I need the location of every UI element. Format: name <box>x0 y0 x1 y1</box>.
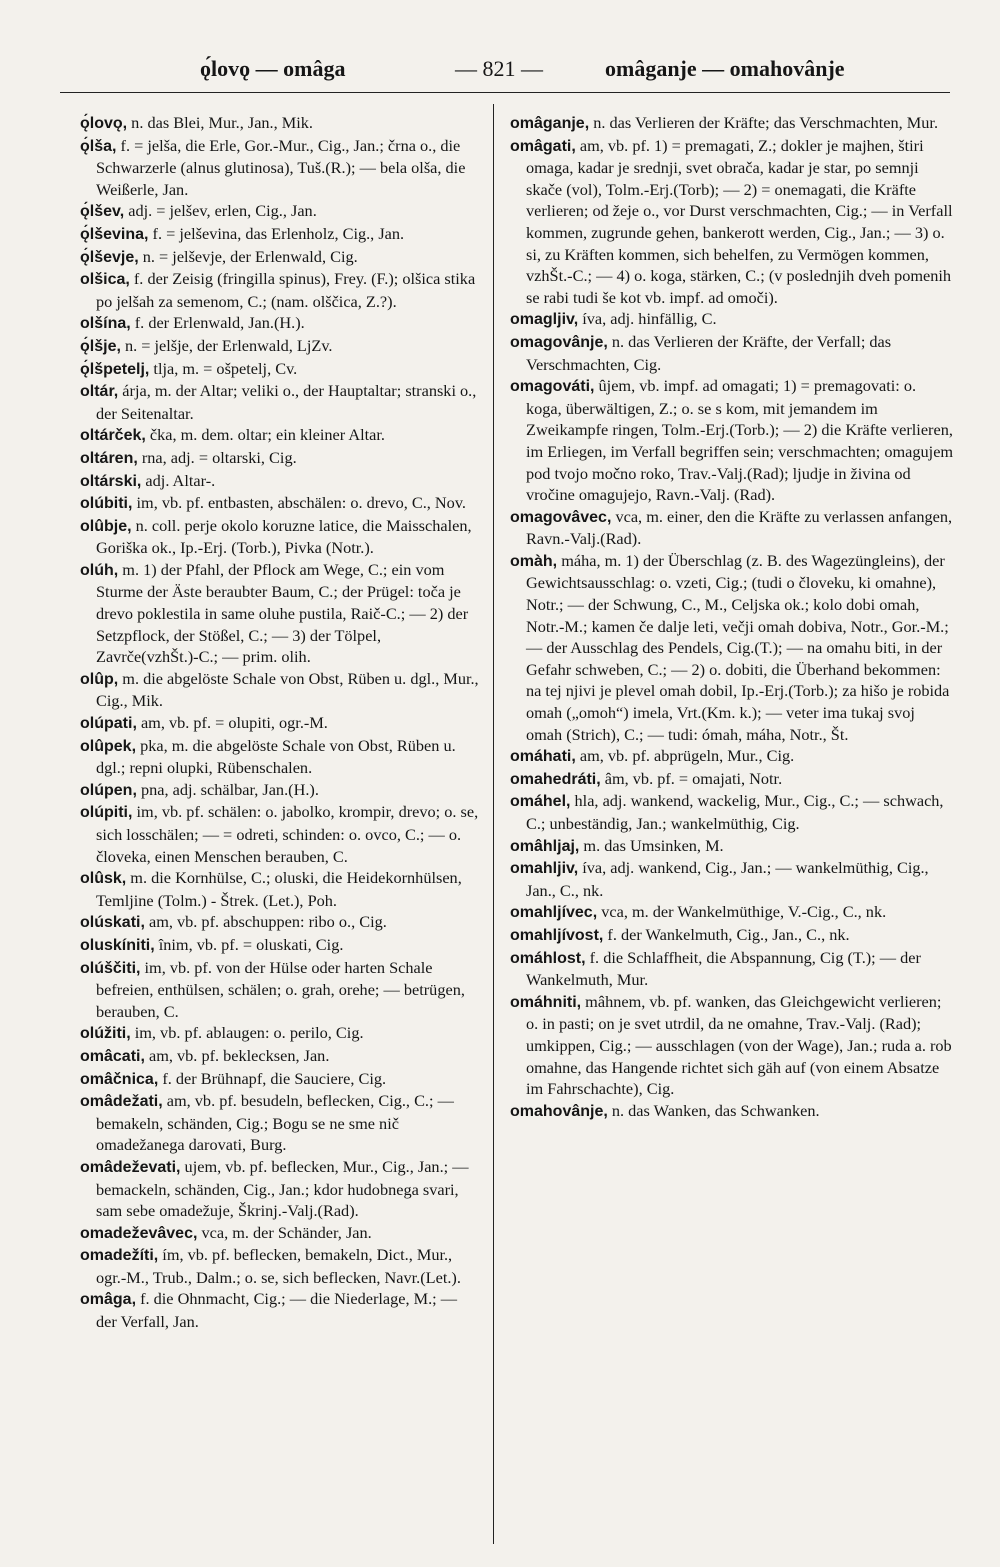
entry-definition: n. = jelševje, der Erlenwald, Cig. <box>138 246 358 266</box>
entry-headword: omahljívec, <box>510 904 598 922</box>
entry-definition: ím, vb. pf. beflecken, bemakeln, Dict., Mur., ogr.-M., Trub., Dalm.; o. se, sich beflecken, Navr.(Let.). <box>96 1245 461 1287</box>
entry-definition: înim, vb. pf. = oluskati, Cig. <box>154 934 344 954</box>
entry-headword: omâhljaj, <box>510 837 580 855</box>
entry-headword: olúpen, <box>80 781 137 799</box>
entry-definition: im, vb. pf. schälen: o. jabolko, krompir, drevo; o. se, sich losschälen; — = odreti, schinden: o. ovco, C.; — o. človeka, einen Menschen berauben, C. <box>96 802 479 866</box>
entry-headword: olšica, <box>80 271 130 289</box>
entry-headword: omáhati, <box>510 748 576 766</box>
entry-definition: hla, adj. wankend, wackelig, Mur., Cig., C.; — schwach, C.; unbeständig, Jan.; wankelmüthig, Cig. <box>526 791 944 833</box>
page-header <box>60 52 950 92</box>
dictionary-entry <box>510 550 955 745</box>
entry-definition: am, vb. pf. besudeln, beflecken, Cig., C.; — bemakeln, schänden, Cig.; Bogu se ne sme nič omadežanega darovati, Burg. <box>96 1091 454 1155</box>
column-divider <box>493 104 494 1544</box>
entry-definition: am, vb. pf. = olupiti, ogr.-M. <box>136 713 328 733</box>
dictionary-entry <box>80 559 480 668</box>
dictionary-entry <box>80 735 480 779</box>
dictionary-entry <box>80 712 480 735</box>
dictionary-entry <box>510 112 955 135</box>
entry-headword: omahovânje, <box>510 1102 608 1120</box>
entry-headword: ǫ́lovǫ, <box>80 115 128 132</box>
entry-headword: omagovâvec, <box>510 508 612 526</box>
entry-headword: omahedráti, <box>510 770 601 788</box>
entry-headword: olûp, <box>80 670 119 688</box>
dictionary-entry <box>80 911 480 934</box>
entry-definition: n. coll. perje okolo koruzne latice, die Maisschalen, Goriška ok., Ip.-Erj. (Torb.), Pivka (Notr.). <box>96 515 472 558</box>
dictionary-entry <box>80 957 480 1023</box>
right-column <box>510 112 955 1557</box>
entry-headword: olûpek, <box>80 737 137 755</box>
dictionary-entry <box>510 1100 955 1123</box>
dictionary-entry <box>510 857 955 901</box>
dictionary-entry <box>80 515 480 559</box>
entry-headword: oltárski, <box>80 472 142 490</box>
dictionary-entry <box>80 447 480 470</box>
entry-definition: m. die abgelöste Schale von Obst, Rüben u. dgl., Mur., Cig., Mik. <box>96 668 479 711</box>
entry-definition: n. = jelšje, der Erlenwald, LjZv. <box>120 335 333 355</box>
page-number: — 821 — <box>455 56 543 81</box>
entry-headword: omagovânje, <box>510 333 608 351</box>
entry-definition: f. der Zeisig (fringilla spinus), Frey. (F.); olšica stika po jelšah za semenom, C.; (nam. olščica, Z.?). <box>96 269 476 311</box>
entry-definition: âm, vb. pf. = omajati, Notr. <box>600 768 783 788</box>
entry-definition: im, vb. pf. von der Hülse oder harten Schale befreien, enthülsen, schälen; o. grah, orehe; — betrügen, berauben, C. <box>96 957 465 1021</box>
entry-headword: omagljiv, <box>510 311 579 329</box>
dictionary-entry <box>80 1045 480 1068</box>
entry-headword: omáhlost, <box>510 949 586 967</box>
dictionary-entry <box>80 424 480 447</box>
dictionary-entry <box>80 1156 480 1222</box>
entry-headword: omadežíti, <box>80 1247 159 1265</box>
entry-definition: ûjem, vb. impf. ad omagati; 1) = premagovati: o. koga, überwältigen, Z.; o. se s kom, mit jemandem im Zweikampfe ringen, Tolm.-Erj.(Torb.); — 2) die Kräfte verlieren, im Erliegen, im Verfall begriffen sein; verschmachten; omagujem pod tvojo močno roko, Trav.-Valj.(Rad); ljudje in živina od vročine omagujejo, Ravn.-Valj. (Rad). <box>526 376 954 505</box>
entry-headword: olúpati, <box>80 715 137 733</box>
dictionary-entry <box>510 745 955 768</box>
entry-headword: omâgati, <box>510 137 576 155</box>
entry-headword: omâcati, <box>80 1047 145 1065</box>
entry-headword: olúpiti, <box>80 804 133 822</box>
dictionary-entry <box>80 112 480 135</box>
dictionary-entry <box>80 1090 480 1156</box>
dictionary-entry <box>80 1244 480 1288</box>
entry-headword: ǫ́lšpetelj, <box>80 360 150 378</box>
entry-definition: čka, m. dem. oltar; ein kleiner Altar. <box>145 425 385 445</box>
dictionary-entry <box>80 246 480 269</box>
entry-headword: ǫ́lševina, <box>80 225 149 243</box>
dictionary-entry <box>80 380 480 424</box>
entry-definition: f. der Erlenwald, Jan.(H.). <box>130 313 305 333</box>
entry-headword: olúžiti, <box>80 1025 131 1043</box>
dictionary-entry <box>510 924 955 947</box>
entry-definition: f. = jelševina, das Erlenholz, Cig., Jan. <box>148 223 405 243</box>
entry-headword: omâdeževati, <box>80 1158 181 1176</box>
entry-definition: m. das Umsinken, M. <box>579 835 724 855</box>
entry-headword: omahljívost, <box>510 926 604 944</box>
dictionary-entry <box>80 934 480 957</box>
dictionary-entry <box>80 358 480 381</box>
dictionary-entry <box>510 901 955 924</box>
dictionary-entry <box>80 1288 480 1332</box>
entry-headword: oltár, <box>80 383 119 401</box>
dictionary-entry <box>510 135 955 309</box>
entry-definition: am, vb. pf. beklecksen, Jan. <box>144 1045 330 1065</box>
entry-headword: omahljiv, <box>510 860 579 878</box>
entry-headword: ǫ́lšev, <box>80 203 125 221</box>
entry-definition: f. die Ohnmacht, Cig.; — die Niederlage, M.; — der Verfall, Jan. <box>96 1289 458 1332</box>
entry-definition: mâhnem, vb. pf. wanken, das Gleichgewicht verlieren; o. in pasti; on je svet utrdil, da ne omahne, Trav.-Valj. (Rad); umkippen, Cig.; — ausschlagen (von der Wage), Jan.; ruda a. rob omahne, das Hangende richtet sich gäh auf (von einem Absatze im Fahrschachte), Cig. <box>526 991 952 1099</box>
dictionary-entry <box>80 200 480 223</box>
entry-headword: olúbiti, <box>80 495 133 513</box>
entry-headword: olúskati, <box>80 914 145 932</box>
entry-definition: rna, adj. = oltarski, Cig. <box>137 447 297 467</box>
dictionary-entry <box>80 223 480 246</box>
dictionary-entry <box>80 135 480 201</box>
entry-headword: oltáren, <box>80 449 138 467</box>
entry-definition: pna, adj. schälbar, Jan.(H.). <box>136 779 319 799</box>
dictionary-entry <box>510 506 955 550</box>
dictionary-entry <box>80 268 480 312</box>
entry-headword: olúh, <box>80 561 119 579</box>
entry-headword: omàh, <box>510 552 558 570</box>
entry-headword: omâdežati, <box>80 1093 163 1111</box>
entry-headword: omâčnica, <box>80 1070 159 1088</box>
entry-definition: vca, m. einer, den die Kräfte zu verlassen anfangen, Ravn.-Valj.(Rad). <box>526 506 953 549</box>
dictionary-entry <box>80 492 480 515</box>
entry-definition: f. die Schlaffheit, die Abspannung, Cig (T.); — der Wankelmuth, Mur. <box>526 947 921 990</box>
entry-definition: m. die Kornhülse, C.; oluski, die Heidekornhülsen, Temljine (Tolm.) - Štrek. (Let.), Poh. <box>96 868 462 910</box>
entry-definition: vca, m. der Schänder, Jan. <box>197 1222 372 1242</box>
header-right-guideword: omâganje — omahovânje <box>605 56 845 81</box>
entry-headword: omagováti, <box>510 378 595 396</box>
dictionary-entry <box>80 801 480 867</box>
header-left-guideword: ǫ́lovǫ — omâga <box>200 56 346 81</box>
entry-definition: pka, m. die abgelöste Schale von Obst, Rüben u. dgl.; repni olupki, Rübenschalen. <box>96 735 456 778</box>
entry-definition: am, vb. pf. abprügeln, Mur., Cig. <box>575 746 795 766</box>
entry-definition: ujem, vb. pf. beflecken, Mur., Cig., Jan.; — bemackeln, schänden, Cig., Jan.; kdor hudobnega svari, sam sebe omadežuje, Škrinj.-Valj.(Rad). <box>96 1156 469 1221</box>
entry-definition: am, vb. pf. abschuppen: ribo o., Cig. <box>144 912 387 932</box>
left-column <box>80 112 480 1557</box>
entry-headword: oltárček, <box>80 427 146 445</box>
entry-definition: n. das Verlieren der Kräfte; das Verschmachten, Mur. <box>589 113 939 132</box>
entry-definition: f. = jelša, die Erle, Gor.-Mur., Cig., Jan.; črna o., die Schwarzerle (alnus glutinosa), Tuš.(R.); — bela olša, die Weißerle, Jan. <box>96 135 466 199</box>
dictionary-entry <box>510 308 955 331</box>
entry-definition: adj. Altar-. <box>141 470 216 490</box>
entry-definition: f. der Brühnapf, die Sauciere, Cig. <box>158 1068 387 1088</box>
dictionary-entry <box>80 1068 480 1091</box>
entry-headword: olûbje, <box>80 517 132 535</box>
entry-definition: íva, adj. wankend, Cig., Jan.; — wankelmüthig, Cig., Jan., C., nk. <box>526 858 929 900</box>
entry-definition: f. der Wankelmuth, Cig., Jan., C., nk. <box>603 924 850 944</box>
entry-definition: m. 1) der Pfahl, der Pflock am Wege, C.; ein vom Sturme der Äste beraubter Baum, C.; der Prügel: toča je drevo poklestila in same oluhe pustila, Raič-C.; — 2) der Setzpflock, der Stößel, C.; — 3) der Tölpel, Zavrče(vzhŠt.)-C.; — prim. olih. <box>96 559 469 667</box>
entry-headword: omadeževâvec, <box>80 1224 198 1242</box>
entry-headword: omáhniti, <box>510 993 582 1011</box>
dictionary-entry <box>80 867 480 911</box>
dictionary-entry <box>80 312 480 335</box>
dictionary-entry <box>80 470 480 493</box>
entry-headword: olúščiti, <box>80 959 141 977</box>
entry-definition: am, vb. pf. 1) = premagati, Z.; dokler je majhen, štiri omaga, kadar je srednji, svet obrača, kadar je star, po semnji skače (vol), Tolm.-Erj.(Torb); — 2) = onemagati, die Kräfte verlieren; od žeje o., vor Durst verschmachten, Cig.; — in Verfall kommen, zugrunde gehen, bankerott werden, Cig., Jan.; — 3) o. si, zu Kräften kommen, sich behelfen, zu Vermögen kommen, vzhŠt.-C.; — 4) o. koga, stärken, C.; (v poslednjih dveh pomenih se rabi tudi še kot vb. impf. ad omoči). <box>526 135 953 307</box>
entry-definition: n. das Blei, Mur., Jan., Mik. <box>127 113 313 132</box>
entry-definition: árja, m. der Altar; veliki o., der Hauptaltar; stranski o., der Seitenaltar. <box>96 381 477 423</box>
entry-headword: olûsk, <box>80 870 127 888</box>
dictionary-entry <box>510 947 955 991</box>
entry-headword: oluskíniti, <box>80 936 155 954</box>
dictionary-entry <box>510 991 955 1100</box>
entry-headword: ǫ́lšje, <box>80 337 121 355</box>
entry-headword: ǫ́lša, <box>80 137 117 155</box>
entry-definition: íva, adj. hinfällig, C. <box>578 309 717 329</box>
dictionary-entry <box>510 790 955 834</box>
entry-definition: máha, m. 1) der Überschlag (z. B. des Wagezüngleins), der Gewichtsausschlag: o. vzeti, Cig.; (tudi o človeku, ki omahne), Notr.; — der Schwung, C., M., Celjska ok.; kolo dobi omah, Notr.-M.; kamen če dalje leti, večji omah dobiva, Notr., Gor.-M.; — der Ausschlag des Pendels, Cig.(T.); — na omahu biti, in der Gefahr schweben, C.; — 2) o. dobiti, die Überhand bekommen: na tej njivi je plevel omah dobil, Ip.-Erj.(Torb.); za hišo je robida omah („omoh“) imela, Vrt.(Km. k.); — veter ima tukaj svoj omah (Strich), C.; — tudi: ómah, máha, Notr., Št. <box>526 550 950 744</box>
entry-definition: tlja, m. = ošpetelj, Cv. <box>149 358 298 378</box>
entry-definition: n. das Verlieren der Kräfte, der Verfall; das Verschmachten, Cig. <box>526 331 892 374</box>
entry-definition: vca, m. der Wankelmüthige, V.-Cig., C., nk. <box>597 902 887 922</box>
header-rule <box>60 92 950 93</box>
entry-headword: omâga, <box>80 1291 137 1309</box>
dictionary-entry <box>510 835 955 858</box>
dictionary-entry <box>510 331 955 375</box>
entry-headword: ǫ́lševje, <box>80 248 139 266</box>
dictionary-entry <box>80 779 480 802</box>
entry-definition: n. das Wanken, das Schwanken. <box>607 1100 820 1120</box>
dictionary-entry <box>80 1022 480 1045</box>
dictionary-entry <box>80 1222 480 1245</box>
entry-definition: im, vb. pf. ablaugen: o. perilo, Cig. <box>130 1023 364 1043</box>
dictionary-entry <box>80 668 480 712</box>
dictionary-entry <box>80 335 480 358</box>
entry-definition: im, vb. pf. entbasten, abschälen: o. drevo, C., Nov. <box>132 493 466 513</box>
dictionary-entry <box>510 375 955 506</box>
dictionary-entry <box>510 768 955 791</box>
entry-headword: omâganje, <box>510 115 590 132</box>
entry-headword: omáhel, <box>510 793 571 811</box>
entry-headword: olšína, <box>80 315 131 333</box>
entry-definition: adj. = jelšev, erlen, Cig., Jan. <box>124 201 317 221</box>
